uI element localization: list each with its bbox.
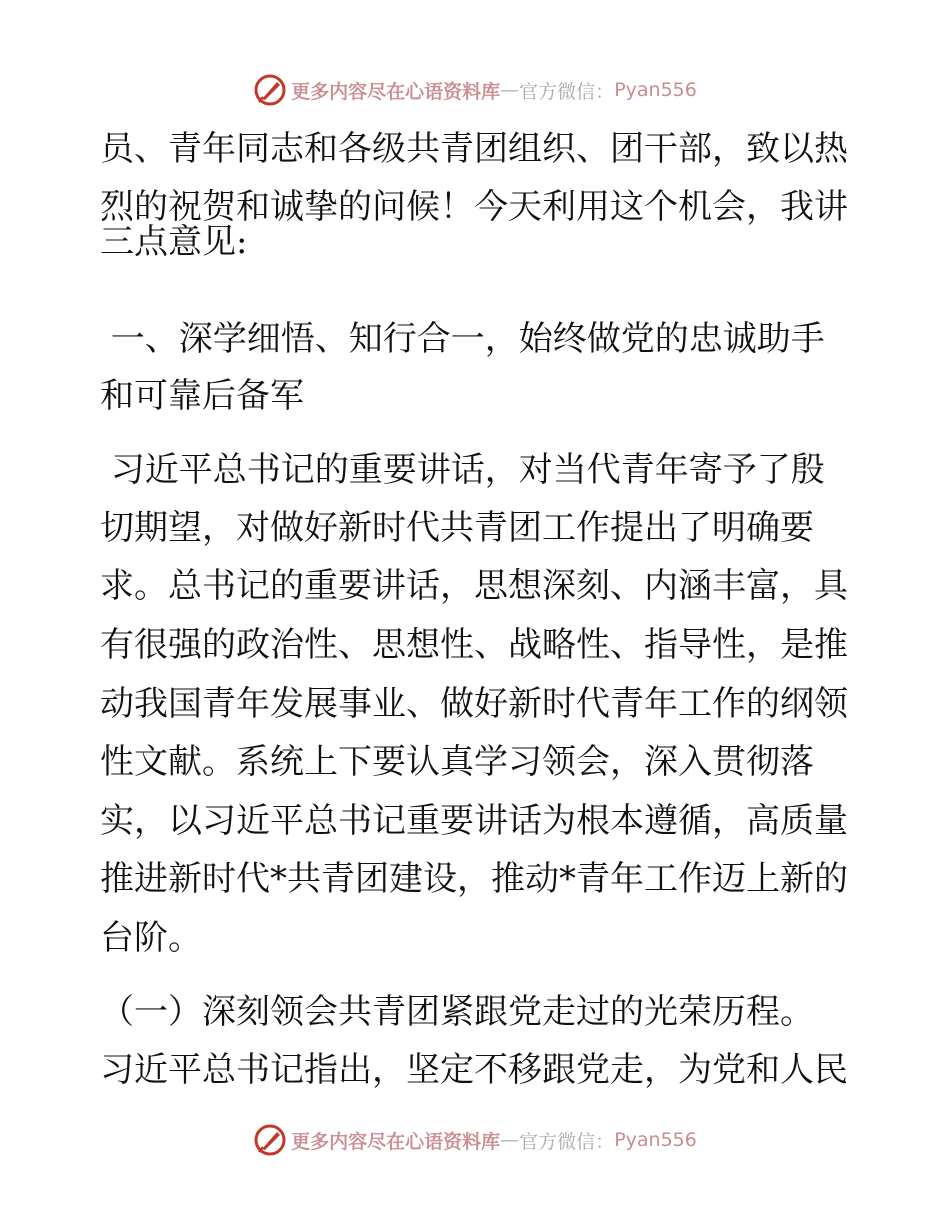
watermark-id: Pyan556	[614, 1129, 697, 1151]
body-line: 实，以习近平总书记重要讲话为根本遵循，高质量	[100, 801, 848, 841]
body-line: 推进新时代*共青团建设，推动*青年工作迈上新的	[100, 859, 848, 899]
watermark-label: 官方微信：	[519, 80, 615, 103]
body-line: 烈的祝贺和诚挚的问候！今天利用这个机会，我讲	[100, 187, 848, 227]
body-line: 性文献。系统上下要认真学习领会，深入贯彻落	[100, 742, 814, 782]
body-line: 有很强的政治性、思想性、战略性、指导性，是推	[100, 625, 848, 665]
body-line: 员、青年同志和各级共青团组织、团干部，致以热	[100, 129, 848, 169]
subsection-heading: （一）深刻领会共青团紧跟党走过的光荣历程。	[100, 992, 814, 1032]
body-line: 切期望，对做好新时代共青团工作提出了明确要	[100, 508, 814, 548]
watermark-dash: —	[500, 79, 520, 101]
watermark-brand: 更多内容尽在心语资料库	[291, 1130, 501, 1153]
body-line: 习近平总书记的重要讲话，对当代青年寄予了殷	[100, 450, 825, 490]
body-line: 动我国青年发展事业、做好新时代青年工作的纲领	[100, 684, 848, 724]
body-line: 台阶。	[100, 918, 202, 958]
feather-pen-logo-icon	[253, 1123, 287, 1157]
header-watermark	[0, 70, 950, 110]
footer-watermark	[0, 1120, 950, 1160]
watermark-brand: 更多内容尽在心语资料库	[291, 80, 501, 103]
section-heading: 和可靠后备军	[100, 376, 304, 416]
watermark-label: 官方微信：	[519, 1130, 615, 1153]
body-line: 三点意见:	[100, 222, 248, 262]
watermark-id: Pyan556	[614, 79, 697, 101]
body-line: 求。总书记的重要讲话，思想深刻、内涵丰富，具	[100, 566, 848, 606]
section-heading: 一、深学细悟、知行合一，始终做党的忠诚助手	[100, 319, 825, 359]
body-line: 习近平总书记指出，坚定不移跟党走，为党和人民	[100, 1050, 848, 1090]
feather-pen-logo-icon	[253, 73, 287, 107]
watermark-dash: —	[500, 1129, 520, 1151]
